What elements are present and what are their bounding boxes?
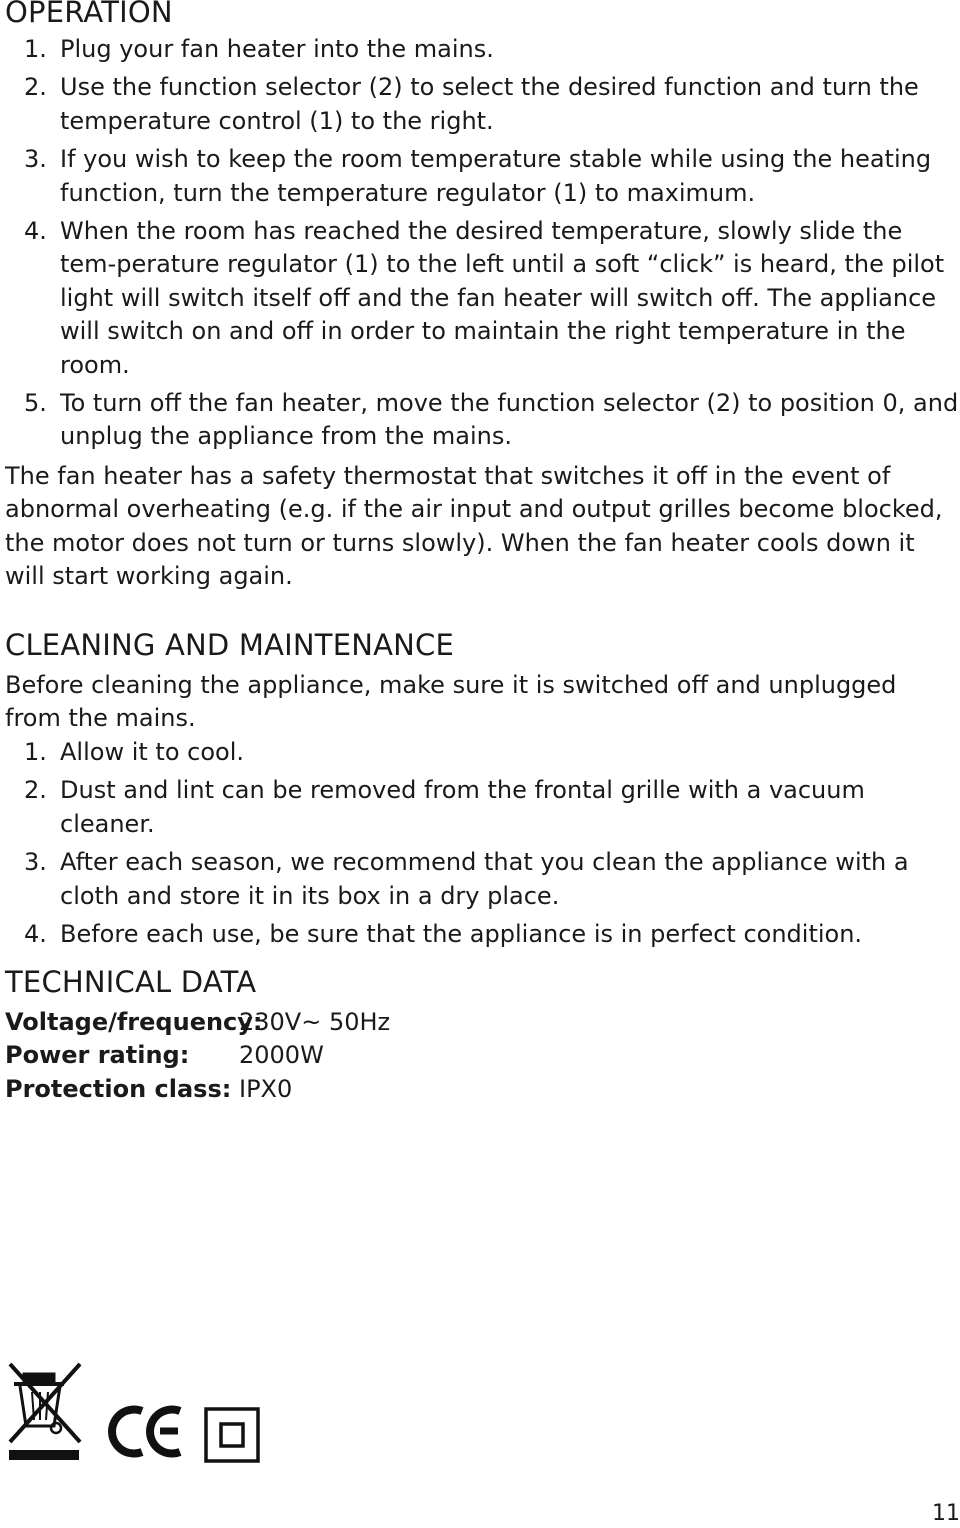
step-number: 3. — [24, 145, 47, 174]
step-text: Dust and lint can be removed from the frontal grille with a vacuum cleaner. — [60, 776, 865, 838]
step-text: Before each use, be sure that the appliance is in perfect condition. — [60, 920, 863, 949]
list-item — [0, 846, 960, 913]
voltage-value: 230V~ 50Hz — [239, 1008, 391, 1036]
cleaning-heading: CLEANING AND MAINTENANCE — [5, 628, 455, 662]
list-item — [0, 918, 960, 951]
operation-heading: OPERATION — [5, 0, 173, 29]
ce-mark-icon — [112, 1410, 180, 1454]
cleaning-steps — [0, 736, 960, 951]
list-item — [0, 774, 960, 841]
list-item — [0, 143, 960, 210]
weee-crossed-bin-icon — [9, 1364, 80, 1460]
step-number: 1. — [24, 738, 47, 766]
step-number: 2. — [24, 73, 47, 102]
power-value: 2000W — [239, 1041, 324, 1070]
step-text: When the room has reached the desired temperature, slowly slide the tem-perature regulator (1) to the left until a soft “click” is heard, the pilot light will switch itself off and the fan heater will switch off. The appliance will switch on and off in order to maintain the right temperature in the room. — [60, 217, 945, 379]
power-label: Power rating: — [5, 1041, 190, 1070]
step-text: To turn off the fan heater, move the function selector (2) to position 0, and unplug the appliance from the mains. — [60, 389, 959, 451]
step-text: After each season, we recommend that you clean the appliance with a cloth and store it in its box in a dry place. — [60, 848, 909, 910]
step-number: 5. — [24, 389, 47, 418]
protection-label: Protection class: — [5, 1074, 232, 1103]
list-item — [0, 215, 960, 382]
voltage-label: Voltage/frequency: — [5, 1008, 263, 1036]
list-item — [0, 736, 960, 769]
technical-data-table — [5, 1006, 390, 1106]
step-text: If you wish to keep the room temperature stable while using the heating function, turn the temperature regulator (1) to maximum. — [60, 145, 932, 207]
list-item — [0, 33, 960, 66]
operation-steps — [0, 33, 960, 454]
table-row — [5, 1006, 390, 1039]
class-ii-double-square-icon — [206, 1409, 258, 1461]
step-text: Allow it to cool. — [60, 738, 244, 766]
list-item — [0, 71, 960, 138]
table-row — [5, 1073, 390, 1106]
step-text: Plug your fan heater into the mains. — [60, 35, 494, 63]
list-item — [0, 387, 960, 454]
cleaning-intro: Before cleaning the appliance, make sure it is switched off and unplugged from the mains. — [5, 671, 897, 733]
technical-data-heading: TECHNICAL DATA — [5, 965, 257, 999]
step-number: 4. — [24, 217, 47, 246]
compliance-symbols — [4, 1356, 274, 1476]
step-number: 3. — [24, 848, 47, 877]
step-text: Use the function selector (2) to select the desired function and turn the temperature control (1) to the right. — [60, 73, 919, 135]
page-number: 11 — [932, 1501, 960, 1526]
step-number: 4. — [24, 920, 47, 949]
protection-value: IPX0 — [239, 1074, 293, 1103]
step-number: 2. — [24, 776, 47, 805]
step-number: 1. — [24, 35, 47, 63]
safety-thermostat-paragraph: The fan heater has a safety thermostat that switches it off in the event of abnormal overheating (e.g. if the air input and output grilles become blocked, the motor does not turn or turns slowly). When the fan heater cools down it will start working again. — [5, 462, 943, 591]
table-row — [5, 1039, 390, 1072]
